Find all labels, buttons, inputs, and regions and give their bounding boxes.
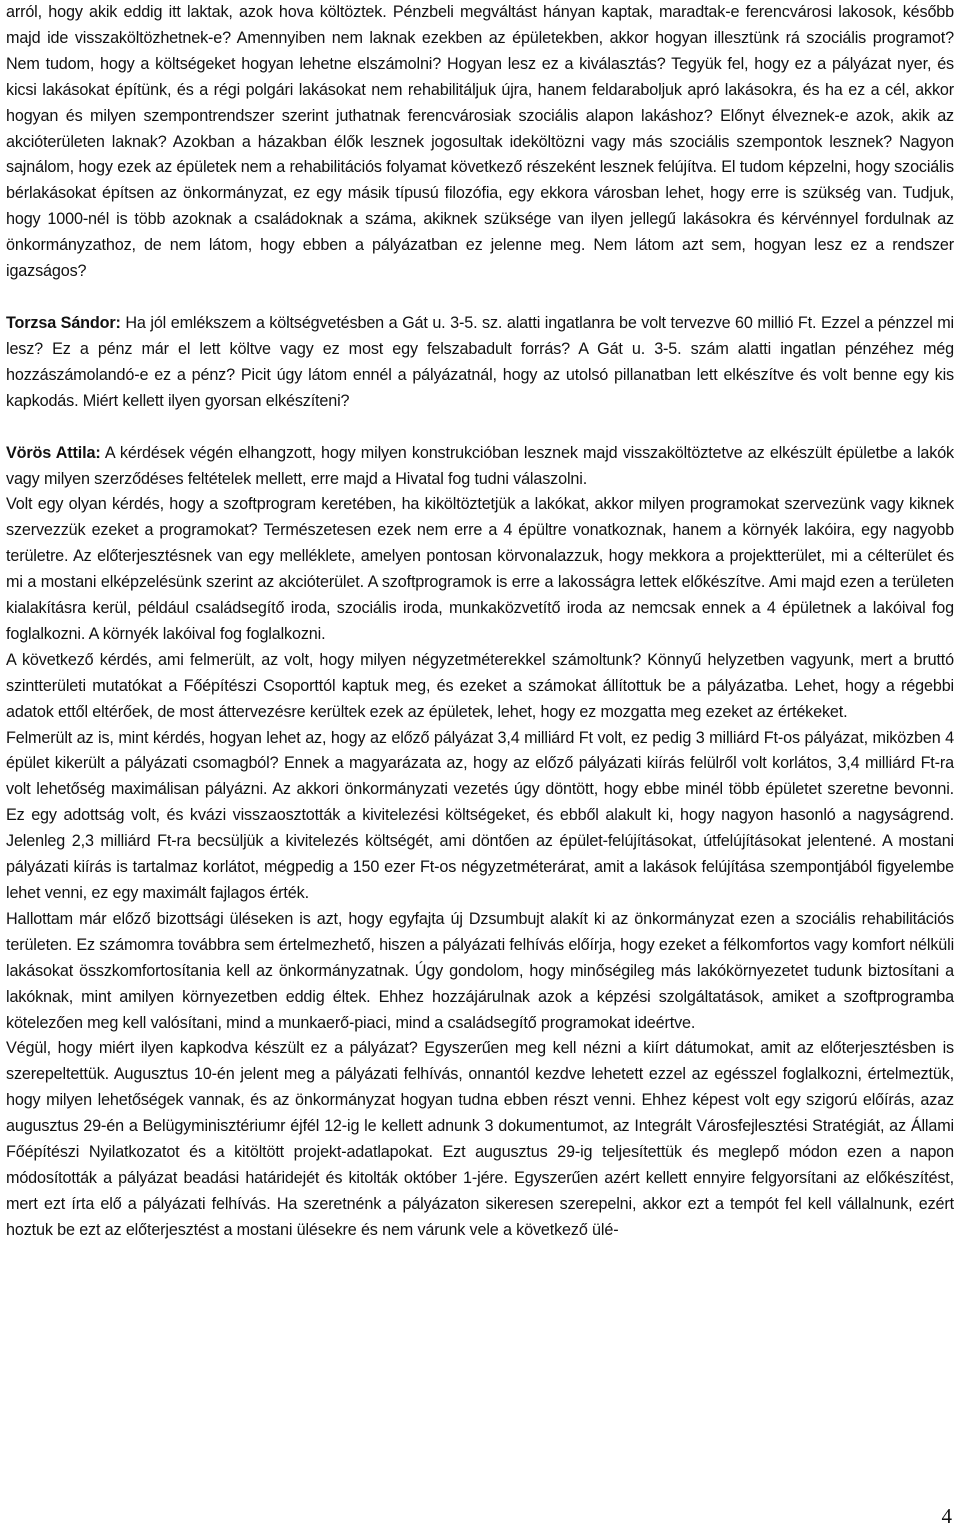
paragraph-opening	[6, 0, 954, 285]
paragraph-voros-5	[6, 907, 954, 1037]
paragraph-text: A következő kérdés, ami felmerült, az volt, hogy milyen négyzetméterekkel számoltunk? Könnyű helyzetben vagyunk, mert a bruttó szintterületi mutatókat a Főépítészi Csoporttól kaptuk meg, és ezeket a számokat állítottuk be a pályázatba. Lehet, hogy a régebbi adatok ettől eltérőek, de most áttervezésre kerültek ezek az épületek, lehet, hogy ez mozgatta meg ezeket az értékeket.	[6, 650, 954, 721]
paragraph-voros-3	[6, 648, 954, 726]
speaker-name: Torzsa Sándor:	[6, 313, 121, 332]
paragraph-text: Volt egy olyan kérdés, hogy a szoftprogram keretében, ha kiköltöztetjük a lakókat, akkor milyen programokat szervezünk vagy kiknek szervezzük ezeket a programokat? Természetesen ezek nem erre a 4 épültre vonatkoznak, hanem a környék lakóira, egy nagyobb területre. Az előterjesztésnek van egy melléklete, amelyen pontosan körvonalazzuk, hogy mekkora a projektterület, mi a célterület és mi a mostani elképzelésünk szerint az akcióterület. A szoftprogramok is erre a lakosságra lettek előkészítve. Ami majd ezen a területen kialakításra kerül, például családsegítő iroda, szociális iroda, munkaközvetítő iroda az nemcsak ennek a 4 épületnek a lakóival fog foglalkozni. A környék lakóival fog foglalkozni.	[6, 495, 954, 643]
paragraph-text: Ha jól emlékszem a költségvetésben a Gát u. 3-5. sz. alatti ingatlanra be volt tervezve 60 millió Ft. Ezzel a pénzzel mi lesz? Ez a pénz már el lett költve vagy ez most egy felszabadult forrás? A Gát u. 3-5. szám alatti ingatlan pénzéhez még hozzászámolandó-e ez a pénz? Picit úgy látom ennél a pályázatnál, hogy az utolsó pillanatban lett elkészítve és volt benne egy kis kapkodás. Miért kellett ilyen gyorsan elkészíteni?	[6, 313, 954, 410]
speaker-name: Vörös Attila:	[6, 443, 101, 462]
page-number: 4	[941, 1504, 952, 1528]
paragraph-voros-1	[6, 441, 954, 493]
paragraph-text: A kérdések végén elhangzott, hogy milyen konstrukcióban lesznek majd visszaköltöztetve az elkészült épületbe a lakók vagy milyen szerződéses feltételek mellett, erre majd a Hivatal fog tudni válaszolni.	[6, 443, 954, 488]
paragraph-torzsa	[6, 311, 954, 415]
paragraph-text: Hallottam már előző bizottsági üléseken is azt, hogy egyfajta új Dzsumbujt alakít ki az önkormányzat ezen a szociális rehabilitációs területen. Ez számomra továbbra sem értelmezhető, hiszen a pályázati felhívás előírja, hogy ezeket a félkomfortos vagy komfort nélküli lakásokat összkomfortosítania kell az önkormányzatnak. Úgy gondolom, hogy minőségileg más lakókörnyezetet tudunk biztosítani a lakóknak, mint amilyen környezetben eddig éltek. Ehhez hozzájárulnak azok a képzési szolgáltatások, amiket a szoftprogramba kötelezően meg kell valósítani, mind a munkaerő-piaci, mind a családsegítő programokat ideértve.	[6, 909, 955, 1032]
paragraph-voros-4	[6, 726, 954, 907]
document-page	[6, 0, 954, 1244]
paragraph-text: arról, hogy akik eddig itt laktak, azok hova költöztek. Pénzbeli megváltást hányan kaptak, maradtak-e ferencvárosi lakosok, később majd ide visszaköltözhetnek-e? Amennyiben nem laknak ezekben az épületekben, akkor hogyan illesztünk rá szociális programot? Nem tudom, hogy a költségeket hogyan lehetne elszámolni? Hogyan lesz ez a kiválasztás? Tegyük fel, hogy ez a pályázat nyer, és kicsi lakásokat építünk, és a régi polgári lakásokat nem rehabilitáljuk újra, hanem feldaraboljuk apró lakásokra, és ha ez a cél, akkor hogyan és milyen szempontrendszer szerint juthatnak ferencvárosiak szociális alapon lakáshoz? Előnyt élveznek-e azok, akik az akcióterületen laknak? Azokban a házakban élők lesznek jogosultak ideköltözni vagy más szociális szempontok lesznek? Nagyon sajnálom, hogy ezek az épületek nem a rehabilitációs folyamat következő részeként lesznek felújítva. El tudom képzelni, hogy szociális bérlakásokat építsen az önkormányzat, ez egy másik típusú filozófia, egy ekkora városban lehet, hogy erre is szükség van. Tudjuk, hogy 1000-nél is több azoknak a családoknak a száma, akiknek szüksége van ilyen jellegű lakásokra és kérvénnyel fordulnak az önkormányzathoz, de nem látom, hogy ebben a pályázatban ez jelenne meg. Nem látom azt sem, hogyan lesz ez a rendszer igazságos?	[6, 3, 954, 281]
paragraph-text: Felmerült az is, mint kérdés, hogyan lehet az, hogy az előző pályázat 3,4 milliárd Ft volt, ez pedig 3 milliárd Ft-os pályázat, miközben 4 épület kikerült a pályázati csomagból? Ennek a magyarázata az, hogy az előző pályázati kiírás felülről volt korlátos, 3,4 milliárd Ft-ra volt lehetőség maximálisan pályázni. Az akkori önkormányzati vezetés úgy döntött, hogy ebbe minél több épületet szeretne bevonni. Ez egy adottság volt, és kvázi visszaosztották a kivitelezési költségeket, és ebből alakult ki, hogy nagyon hasonló a nagyságrend. Jelenleg 2,3 milliárd Ft-ra becsüljük a kivitelezés költségét, ami döntően az épület-felújításokat, útfelújításokat jelentené. A mostani pályázati kiírás is tartalmaz korlátot, mégpedig a 150 ezer Ft-os négyzetméterárat, amit a lakások felújítása szempontjából figyelembe lehet venni, ez egy maximált fajlagos érték.	[6, 728, 954, 902]
paragraph-voros-6	[6, 1036, 954, 1243]
paragraph-voros-2	[6, 492, 954, 647]
paragraph-gap	[6, 415, 954, 441]
paragraph-gap	[6, 285, 954, 311]
paragraph-text: Végül, hogy miért ilyen kapkodva készült ez a pályázat? Egyszerűen meg kell nézni a kiírt dátumokat, amit az előterjesztésben is szerepeltettük. Augusztus 10-én jelent meg a pályázati felhívás, onnantól kezdve lehetett ezzel az egésszel foglalkozni, értelmeztük, hogy milyen lehetőségek vannak, és az önkormányzat hogyan tudna ebben részt venni. Ehhez képest volt egy szigorú előírás, azaz augusztus 29-én a Belügyminisztériumr éjfél 12-ig le kellett adnunk 3 dokumentumot, az Integrált Városfejlesztési Stratégiát, az Állami Főépítészi Nyilatkozatot és a kitöltött projekt-adatlapokat. Ezt augusztus 29-ig teljesítettük és meglepő módon ezen a napon módosították a pályázat beadási határidejét és kitolták október 1-jére. Egyszerűen azért kellett ennyire felgyorsítani az előkészítést, mert ezt írta elő a pályázati felhívás. Ha szeretnénk a pályázaton sikeresen szerepelni, akkor ezt a tempót fel kell vállalnunk, ezért hoztuk be ezt az előterjesztést a mostani ülésekre és nem várunk vele a következő ülé-	[6, 1039, 954, 1239]
